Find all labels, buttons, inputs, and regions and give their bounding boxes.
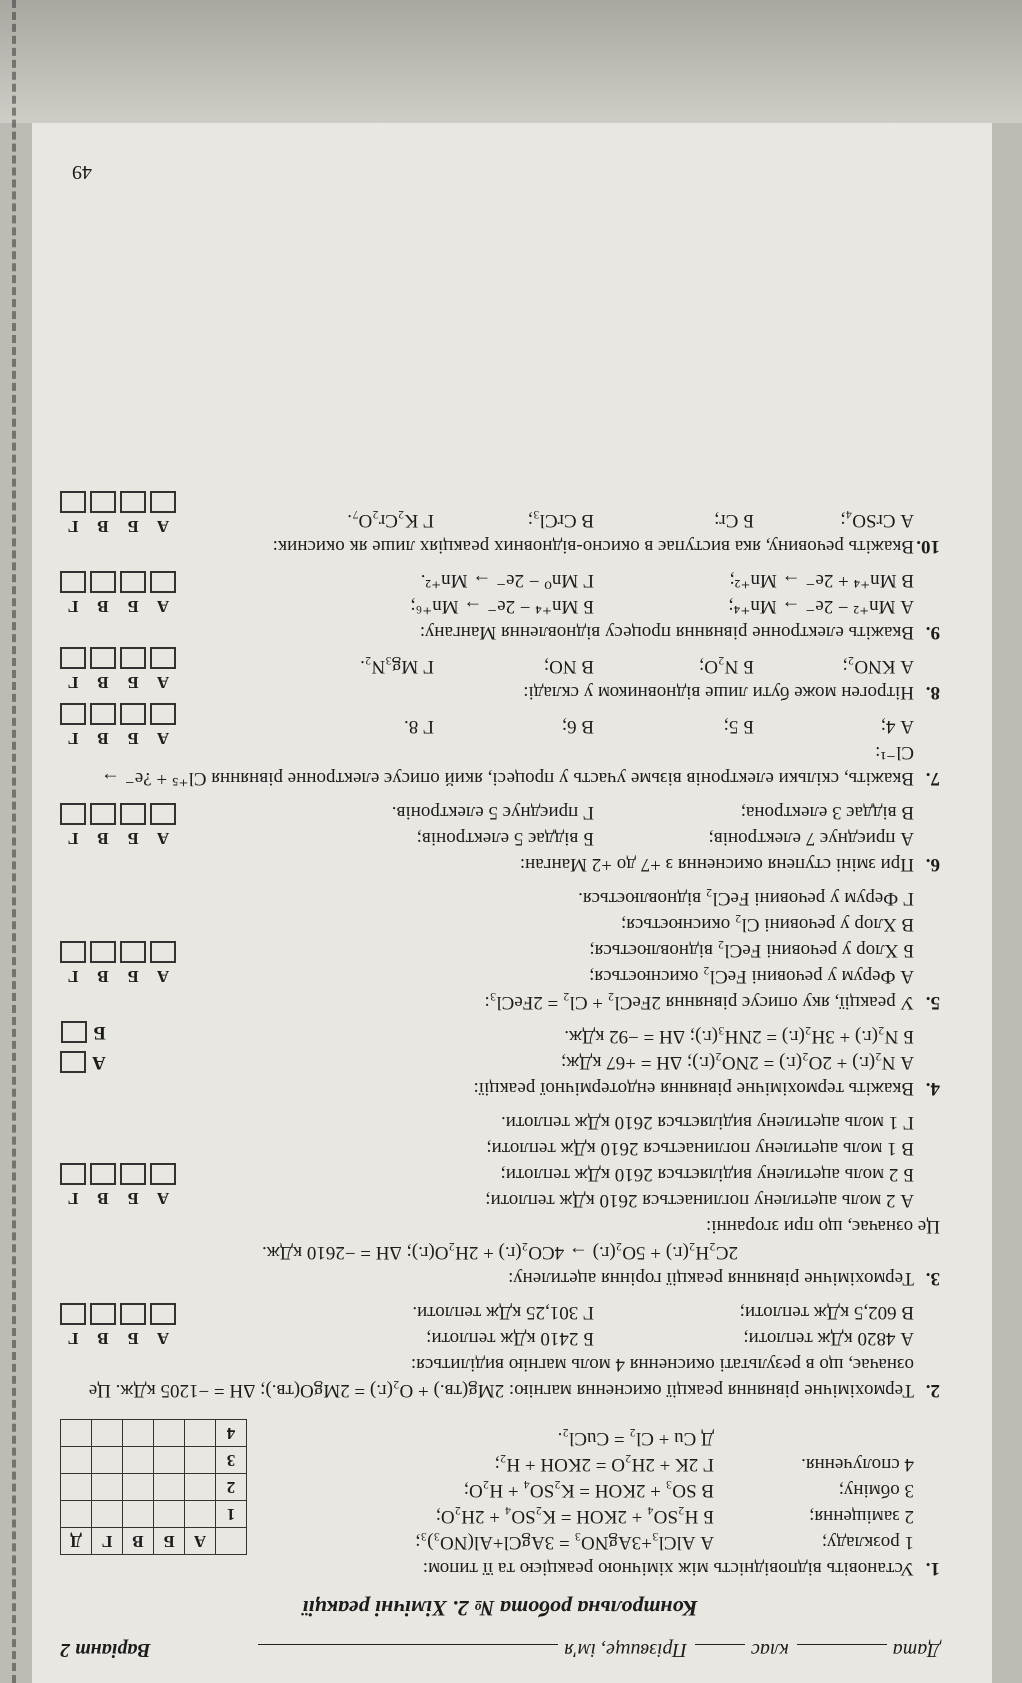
task-8 bbox=[60, 653, 940, 705]
grid-col-header: В bbox=[123, 1528, 154, 1555]
answer-letter: Б bbox=[127, 597, 139, 616]
answer-option: Б 2410 кДж теплоти; bbox=[426, 1328, 594, 1349]
task-2 bbox=[60, 1299, 940, 1403]
task-number: 8. bbox=[925, 682, 940, 703]
grid-cell[interactable] bbox=[61, 1474, 92, 1501]
task-question: Нітроген може бути лише відновником у складі: bbox=[523, 682, 914, 703]
answer-letter: Г bbox=[67, 597, 79, 616]
answer-option: Б 5; bbox=[723, 716, 754, 737]
answer-option: А KNO₂; bbox=[842, 656, 914, 677]
reaction-option: Д Cu + Cl₂ = CuCl₂. bbox=[557, 1428, 714, 1449]
task-9 bbox=[60, 567, 940, 645]
answer-option: Г Mn⁰ − 2e⁻ → Mn⁺². bbox=[420, 570, 594, 591]
answer-letter: В bbox=[97, 1329, 109, 1348]
answer-option: В 602,5 кДж теплоти; bbox=[739, 1302, 914, 1323]
answer-checkbox[interactable] bbox=[60, 491, 86, 513]
task-number: 1. bbox=[925, 1558, 940, 1579]
answer-option: В 1 моль ацетилену поглинається 2610 кДж теплоти; bbox=[486, 1138, 914, 1159]
task-1 bbox=[60, 1411, 940, 1581]
answer-letter: А bbox=[156, 967, 170, 986]
answer-checkbox[interactable] bbox=[90, 703, 116, 725]
task-question: Вкажіть термохімічне рівняння ендотермічної реакції: bbox=[473, 1078, 914, 1099]
answer-letter: Б bbox=[127, 517, 139, 536]
name-field[interactable] bbox=[258, 1644, 558, 1663]
answer-letter: Г bbox=[67, 673, 79, 692]
answer-letter: Г bbox=[67, 729, 79, 748]
answer-checkbox[interactable] bbox=[150, 1303, 176, 1325]
grid-cell[interactable] bbox=[185, 1501, 216, 1528]
task-question: Вкажіть електронне рівняння процесу відновлення Мангану: bbox=[419, 622, 914, 643]
grid-col-header: Г bbox=[92, 1528, 123, 1555]
task-number: 7. bbox=[925, 768, 940, 789]
page-title: Контрольна робота № 2. Хімічні реакції bbox=[302, 1596, 698, 1621]
answer-checkbox[interactable] bbox=[120, 571, 146, 593]
answer-checkbox[interactable] bbox=[120, 941, 146, 963]
answer-checkbox[interactable] bbox=[120, 491, 146, 513]
grid-cell[interactable] bbox=[92, 1501, 123, 1528]
answer-checkbox[interactable] bbox=[60, 647, 86, 669]
grid-col-header: Б bbox=[154, 1528, 185, 1555]
grid-cell[interactable] bbox=[123, 1447, 154, 1474]
page-number: 49 bbox=[72, 161, 92, 183]
answer-option: В CrCl₃; bbox=[527, 510, 594, 531]
task-10 bbox=[60, 507, 940, 559]
answer-boxes bbox=[60, 803, 176, 851]
grid-cell[interactable] bbox=[185, 1474, 216, 1501]
answer-checkbox[interactable] bbox=[90, 491, 116, 513]
answer-option: Б N₂O; bbox=[698, 656, 754, 677]
answer-option: Г 1 моль ацетилену виділяється 2610 кДж теплоти. bbox=[500, 1112, 914, 1133]
answer-letter: В bbox=[97, 967, 109, 986]
answer-letter: В bbox=[97, 673, 109, 692]
task-note: Це означає, що при згоранні: bbox=[705, 1216, 940, 1237]
reaction-equation: 2C₂H₂(г.) + 5O₂(г.) → 4CO₂(г.) + 2H₂O(г.); ΔH = −2610 кДж. bbox=[262, 1242, 738, 1263]
answer-option: А Ферум у речовині FeCl₂ окиснюється; bbox=[589, 966, 914, 987]
answer-option: А N₂(г.) + 2O₂(г.) = 2NO₂(г.); ΔH = +67 кДж; bbox=[560, 1052, 914, 1073]
answer-option: В 6; bbox=[561, 716, 594, 737]
answer-option: Б віддає 5 електронів; bbox=[416, 828, 594, 849]
answer-option: В віддає 3 електрона; bbox=[740, 802, 914, 823]
task-number: 4. bbox=[925, 1078, 940, 1099]
answer-option: Б Cr; bbox=[714, 510, 754, 531]
grid-col-header: Д bbox=[61, 1528, 92, 1555]
answer-checkbox[interactable] bbox=[90, 571, 116, 593]
grid-row-header: 2 bbox=[216, 1474, 247, 1501]
grid-cell[interactable] bbox=[92, 1474, 123, 1501]
answer-letter: Г bbox=[67, 517, 79, 536]
answer-option: А 4820 кДж теплоти; bbox=[743, 1328, 914, 1349]
reaction-option: Б H₂SO₄ + 2KOH = K₂SO₄ + 2H₂O; bbox=[435, 1506, 714, 1527]
answer-option: А Mn⁺² − 2e⁻ → Mn⁺⁴; bbox=[728, 596, 914, 617]
answer-letter: А bbox=[156, 1329, 170, 1348]
answer-checkbox[interactable] bbox=[60, 1051, 86, 1073]
name-label: Прізвище, ім'я bbox=[564, 1639, 687, 1661]
answer-letter: Г bbox=[67, 1189, 79, 1208]
class-label: клас bbox=[750, 1639, 789, 1661]
reaction-type: 2 заміщення; bbox=[809, 1506, 914, 1527]
header bbox=[60, 1637, 940, 1663]
answer-boxes bbox=[60, 703, 176, 751]
task-question: Вкажіть речовину, яка виступає в окисно-відновних реакціях лише як окисник: bbox=[272, 536, 914, 557]
answer-option: Б Хлор у речовині FeCl₂ відновлюється; bbox=[589, 940, 914, 961]
answer-checkbox[interactable] bbox=[150, 491, 176, 513]
answer-option: А 4; bbox=[880, 716, 914, 737]
answer-checkbox[interactable] bbox=[150, 1163, 176, 1185]
answer-checkbox[interactable] bbox=[150, 571, 176, 593]
dashed-edge bbox=[12, 0, 16, 1683]
reaction-type: 4 сполучення. bbox=[801, 1454, 914, 1475]
page-shadow bbox=[0, 0, 1022, 123]
answer-checkbox[interactable] bbox=[90, 941, 116, 963]
grid-cell[interactable] bbox=[123, 1501, 154, 1528]
answer-boxes bbox=[60, 1163, 176, 1211]
answer-letter: А bbox=[92, 1052, 106, 1073]
grid-cell[interactable] bbox=[61, 1420, 92, 1447]
answer-boxes bbox=[60, 1303, 176, 1351]
answer-checkbox[interactable] bbox=[90, 647, 116, 669]
answer-letter: А bbox=[156, 673, 170, 692]
answer-checkbox[interactable] bbox=[120, 1303, 146, 1325]
grid-cell[interactable] bbox=[123, 1420, 154, 1447]
answer-letter: А bbox=[156, 1189, 170, 1208]
grid-cell[interactable] bbox=[61, 1501, 92, 1528]
reaction-option: А AlCl₃+3AgNO₃ = 3AgCl+Al(NO₃)₃; bbox=[415, 1532, 714, 1553]
answer-checkbox[interactable] bbox=[60, 1163, 86, 1185]
grid-cell[interactable] bbox=[154, 1501, 185, 1528]
answer-checkbox[interactable] bbox=[120, 1163, 146, 1185]
answer-boxes bbox=[60, 491, 176, 539]
answer-option: В NO; bbox=[543, 656, 594, 677]
task-number: 3. bbox=[925, 1268, 940, 1289]
grid-cell[interactable] bbox=[185, 1447, 216, 1474]
answer-letter: В bbox=[97, 597, 109, 616]
grid-cell[interactable] bbox=[92, 1420, 123, 1447]
answer-checkbox[interactable] bbox=[60, 571, 86, 593]
answer-checkbox[interactable] bbox=[150, 803, 176, 825]
answer-option: Б Mn⁺⁴ − 2e⁻ → Mn⁺⁶; bbox=[410, 596, 594, 617]
answer-letter: Б bbox=[127, 729, 139, 748]
grid-cell[interactable] bbox=[61, 1447, 92, 1474]
answer-checkbox[interactable] bbox=[90, 803, 116, 825]
answer-option: Г 301,25 кДж теплоти. bbox=[412, 1302, 594, 1323]
reaction-option: В SO₃ + 2KOH = K₂SO₄ + H₂O; bbox=[463, 1480, 714, 1501]
answer-option: А 2 моль ацетилену поглинається 2610 кДж теплоти; bbox=[485, 1190, 914, 1211]
worksheet-content bbox=[60, 499, 940, 1663]
answer-letter: Б bbox=[127, 829, 139, 848]
answer-option: Г K₂Cr₂O₇. bbox=[347, 510, 434, 531]
answer-letter: В bbox=[97, 729, 109, 748]
answer-letter: В bbox=[97, 1189, 109, 1208]
answer-letter: Б bbox=[93, 1022, 106, 1043]
reaction-type: 3 обміну; bbox=[838, 1480, 914, 1501]
answer-checkbox[interactable] bbox=[60, 1303, 86, 1325]
answer-option: В Хлор у речовині Cl₂ окиснюється; bbox=[620, 914, 914, 935]
grid-cell[interactable] bbox=[92, 1447, 123, 1474]
answer-option: Г Mg₃N₂. bbox=[360, 656, 434, 677]
task-5 bbox=[60, 885, 940, 1015]
answer-letter: Б bbox=[127, 1329, 139, 1348]
worksheet-page bbox=[32, 123, 992, 1683]
answer-letter: Г bbox=[67, 1329, 79, 1348]
task-4 bbox=[60, 1023, 940, 1101]
date-label: Дата bbox=[892, 1639, 940, 1661]
answer-letter: Б bbox=[127, 673, 139, 692]
grid-cell[interactable] bbox=[123, 1474, 154, 1501]
reaction-option: Г 2K + 2H₂O = 2KOH + H₂; bbox=[494, 1454, 714, 1475]
task-number: 2. bbox=[925, 1380, 940, 1401]
answer-checkbox[interactable] bbox=[120, 647, 146, 669]
task-number: 9. bbox=[925, 622, 940, 643]
answer-letter: В bbox=[97, 829, 109, 848]
task-number: 10. bbox=[916, 536, 940, 557]
answer-letter: Б bbox=[127, 967, 139, 986]
answer-boxes bbox=[60, 647, 176, 695]
task-question: Термохімічне рівняння реакції горіння ацетилену: bbox=[508, 1268, 914, 1289]
task-question: Вкажіть, скільки електронів візьме участь у процесі, який описує електронне рівняння Cl⁺⁵ + ?e⁻ → Cl⁻¹: bbox=[101, 742, 914, 789]
answer-option: В Mn⁺⁴ + 2e⁻ → Mn⁺²; bbox=[729, 570, 914, 591]
matching-grid bbox=[60, 1419, 247, 1555]
task-6 bbox=[60, 799, 940, 877]
reaction-type: 1 розкладу; bbox=[821, 1532, 914, 1553]
answer-checkbox[interactable] bbox=[61, 1021, 87, 1043]
answer-option: Г приєднує 5 електронів. bbox=[391, 802, 594, 823]
answer-letter: А bbox=[156, 517, 170, 536]
answer-option: А приєднує 7 електронів; bbox=[708, 828, 914, 849]
answer-checkbox[interactable] bbox=[90, 1303, 116, 1325]
task-question: У реакції, яку описує рівняння 2FeCl₂ + Cl₂ = 2FeCl₃: bbox=[484, 992, 914, 1013]
grid-cell[interactable] bbox=[154, 1447, 185, 1474]
answer-boxes bbox=[60, 571, 176, 619]
answer-letter: Б bbox=[127, 1189, 139, 1208]
answer-option: Г Ферум у речовині FeCl₂ відновлюється. bbox=[578, 888, 914, 909]
answer-boxes bbox=[60, 941, 176, 989]
answer-checkbox[interactable] bbox=[60, 941, 86, 963]
answer-letter: Г bbox=[67, 829, 79, 848]
answer-letter: В bbox=[97, 517, 109, 536]
task-question: Установіть відповідність між хімічною реакцією та її типом: bbox=[422, 1558, 914, 1579]
answer-checkbox[interactable] bbox=[60, 703, 86, 725]
answer-option: А CrSO₄; bbox=[840, 510, 914, 531]
task-question: Термохімічне рівняння реакції окиснення магнію: 2Mg(тв.) + O₂(г.) = 2MgO(тв.); ΔH = −1205 кДж. Це означає, що в результаті окиснення 4 моль магнію виділиться: bbox=[88, 1354, 914, 1401]
date-field[interactable] bbox=[797, 1644, 887, 1663]
task-3 bbox=[60, 1109, 940, 1291]
grid-row-header: 1 bbox=[216, 1501, 247, 1528]
answer-letter: А bbox=[156, 597, 170, 616]
grid-row-header: 3 bbox=[216, 1447, 247, 1474]
answer-checkbox[interactable] bbox=[150, 941, 176, 963]
task-number: 6. bbox=[925, 854, 940, 875]
task-number: 5. bbox=[925, 992, 940, 1013]
task-7 bbox=[60, 713, 940, 791]
grid-cell[interactable] bbox=[185, 1420, 216, 1447]
answer-checkbox[interactable] bbox=[120, 803, 146, 825]
answer-option: Б 2 моль ацетилену виділяється 2610 кДж теплоти; bbox=[500, 1164, 914, 1185]
answer-letter: А bbox=[156, 829, 170, 848]
grid-col-header: А bbox=[185, 1528, 216, 1555]
answer-option: Б N₂(г.) + 3H₂(г.) = 2NH₃(г.); ΔH = −92 кДж. bbox=[564, 1026, 914, 1047]
grid-row-header: 4 bbox=[216, 1420, 247, 1447]
answer-checkbox[interactable] bbox=[90, 1163, 116, 1185]
task-question: При зміні ступеня окиснення з +7 до +2 Манган: bbox=[519, 854, 914, 875]
answer-checkbox[interactable] bbox=[120, 703, 146, 725]
class-field[interactable] bbox=[695, 1644, 745, 1663]
grid-cell[interactable] bbox=[154, 1420, 185, 1447]
variant-label: Варіант 2 bbox=[60, 1639, 151, 1661]
answer-option: Г 8. bbox=[404, 716, 434, 737]
answer-checkbox[interactable] bbox=[150, 703, 176, 725]
answer-checkbox[interactable] bbox=[150, 647, 176, 669]
answer-boxes bbox=[60, 1019, 106, 1075]
answer-letter: А bbox=[156, 729, 170, 748]
answer-letter: Г bbox=[67, 967, 79, 986]
answer-checkbox[interactable] bbox=[60, 803, 86, 825]
grid-cell[interactable] bbox=[154, 1474, 185, 1501]
